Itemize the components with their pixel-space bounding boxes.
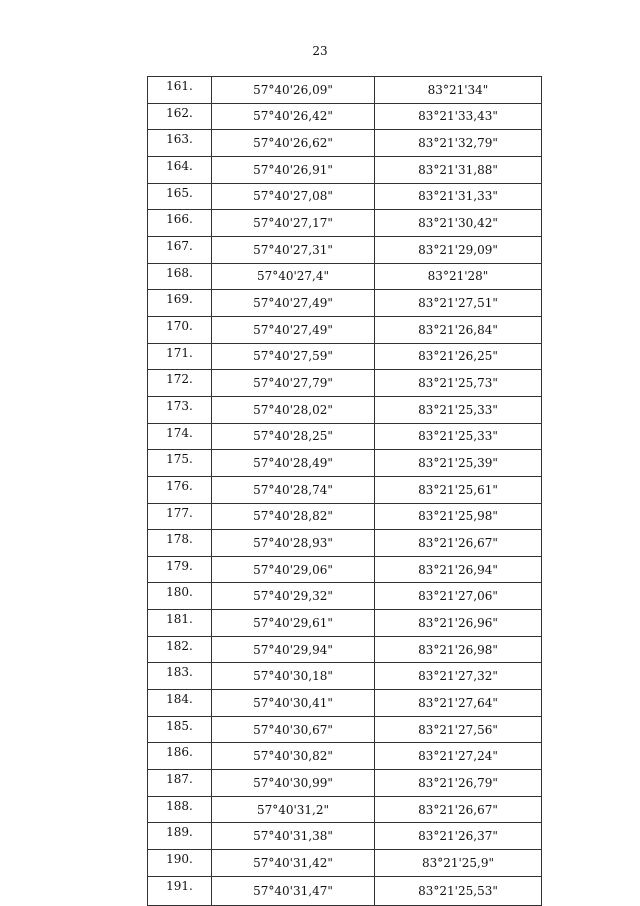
table-row xyxy=(148,743,542,770)
latitude-cell: 57°40'29,32" xyxy=(212,583,375,610)
table-row xyxy=(148,423,542,450)
point-number-cell: 187. xyxy=(148,770,212,797)
point-number-cell: 180. xyxy=(148,583,212,610)
longitude-cell: 83°21'25,9" xyxy=(375,850,542,877)
table-row xyxy=(148,316,542,343)
longitude-cell: 83°21'32,79" xyxy=(375,130,542,157)
table-row xyxy=(148,530,542,557)
longitude-cell: 83°21'30,42" xyxy=(375,210,542,237)
table-row xyxy=(148,690,542,717)
latitude-cell: 57°40'31,38" xyxy=(212,823,375,850)
point-number-cell: 176. xyxy=(148,476,212,503)
latitude-cell: 57°40'28,25" xyxy=(212,423,375,450)
latitude-cell: 57°40'27,79" xyxy=(212,370,375,397)
table-row xyxy=(148,450,542,477)
latitude-cell: 57°40'29,06" xyxy=(212,556,375,583)
point-number-cell: 186. xyxy=(148,743,212,770)
latitude-cell: 57°40'26,09" xyxy=(212,77,375,104)
longitude-cell: 83°21'29,09" xyxy=(375,236,542,263)
latitude-cell: 57°40'28,82" xyxy=(212,503,375,530)
point-number-cell: 163. xyxy=(148,130,212,157)
point-number-cell: 161. xyxy=(148,77,212,104)
longitude-cell: 83°21'26,79" xyxy=(375,770,542,797)
table-row xyxy=(148,103,542,130)
table-row xyxy=(148,823,542,850)
latitude-cell: 57°40'27,49" xyxy=(212,316,375,343)
latitude-cell: 57°40'29,94" xyxy=(212,636,375,663)
point-number-cell: 179. xyxy=(148,556,212,583)
longitude-cell: 83°21'26,84" xyxy=(375,316,542,343)
latitude-cell: 57°40'28,74" xyxy=(212,476,375,503)
table-row xyxy=(148,850,542,877)
table-row xyxy=(148,156,542,183)
point-number-cell: 168. xyxy=(148,263,212,290)
table-row xyxy=(148,130,542,157)
latitude-cell: 57°40'30,99" xyxy=(212,770,375,797)
longitude-cell: 83°21'31,33" xyxy=(375,183,542,210)
latitude-cell: 57°40'27,08" xyxy=(212,183,375,210)
point-number-cell: 162. xyxy=(148,103,212,130)
longitude-cell: 83°21'27,32" xyxy=(375,663,542,690)
longitude-cell: 83°21'31,88" xyxy=(375,156,542,183)
longitude-cell: 83°21'26,37" xyxy=(375,823,542,850)
latitude-cell: 57°40'28,49" xyxy=(212,450,375,477)
longitude-cell: 83°21'26,25" xyxy=(375,343,542,370)
table-row xyxy=(148,396,542,423)
coordinates-table-body xyxy=(148,77,542,906)
longitude-cell: 83°21'27,64" xyxy=(375,690,542,717)
point-number-cell: 188. xyxy=(148,796,212,823)
latitude-cell: 57°40'26,42" xyxy=(212,103,375,130)
latitude-cell: 57°40'30,18" xyxy=(212,663,375,690)
point-number-cell: 177. xyxy=(148,503,212,530)
point-number-cell: 185. xyxy=(148,716,212,743)
longitude-cell: 83°21'27,24" xyxy=(375,743,542,770)
point-number-cell: 174. xyxy=(148,423,212,450)
point-number-cell: 189. xyxy=(148,823,212,850)
latitude-cell: 57°40'28,93" xyxy=(212,530,375,557)
table-row xyxy=(148,210,542,237)
latitude-cell: 57°40'31,42" xyxy=(212,850,375,877)
point-number-cell: 175. xyxy=(148,450,212,477)
latitude-cell: 57°40'30,67" xyxy=(212,716,375,743)
table-row xyxy=(148,770,542,797)
point-number-cell: 183. xyxy=(148,663,212,690)
table-row xyxy=(148,796,542,823)
longitude-cell: 83°21'33,43" xyxy=(375,103,542,130)
longitude-cell: 83°21'28" xyxy=(375,263,542,290)
table-row xyxy=(148,370,542,397)
latitude-cell: 57°40'31,47" xyxy=(212,876,375,905)
longitude-cell: 83°21'25,73" xyxy=(375,370,542,397)
latitude-cell: 57°40'26,91" xyxy=(212,156,375,183)
longitude-cell: 83°21'26,98" xyxy=(375,636,542,663)
longitude-cell: 83°21'27,06" xyxy=(375,583,542,610)
table-row xyxy=(148,290,542,317)
point-number-cell: 178. xyxy=(148,530,212,557)
latitude-cell: 57°40'30,82" xyxy=(212,743,375,770)
table-row xyxy=(148,236,542,263)
point-number-cell: 165. xyxy=(148,183,212,210)
longitude-cell: 83°21'25,39" xyxy=(375,450,542,477)
longitude-cell: 83°21'25,61" xyxy=(375,476,542,503)
table-row xyxy=(148,716,542,743)
table-row xyxy=(148,183,542,210)
point-number-cell: 171. xyxy=(148,343,212,370)
table-row xyxy=(148,663,542,690)
point-number-cell: 169. xyxy=(148,290,212,317)
longitude-cell: 83°21'25,33" xyxy=(375,396,542,423)
longitude-cell: 83°21'27,56" xyxy=(375,716,542,743)
longitude-cell: 83°21'34" xyxy=(375,77,542,104)
point-number-cell: 191. xyxy=(148,876,212,905)
latitude-cell: 57°40'29,61" xyxy=(212,610,375,637)
longitude-cell: 83°21'26,67" xyxy=(375,796,542,823)
longitude-cell: 83°21'25,98" xyxy=(375,503,542,530)
point-number-cell: 172. xyxy=(148,370,212,397)
table-row xyxy=(148,583,542,610)
longitude-cell: 83°21'27,51" xyxy=(375,290,542,317)
page-number: 23 xyxy=(312,44,328,58)
point-number-cell: 167. xyxy=(148,236,212,263)
point-number-cell: 173. xyxy=(148,396,212,423)
latitude-cell: 57°40'27,31" xyxy=(212,236,375,263)
latitude-cell: 57°40'31,2" xyxy=(212,796,375,823)
longitude-cell: 83°21'25,33" xyxy=(375,423,542,450)
point-number-cell: 182. xyxy=(148,636,212,663)
table-row xyxy=(148,503,542,530)
latitude-cell: 57°40'30,41" xyxy=(212,690,375,717)
point-number-cell: 184. xyxy=(148,690,212,717)
table-row xyxy=(148,610,542,637)
longitude-cell: 83°21'26,94" xyxy=(375,556,542,583)
longitude-cell: 83°21'26,67" xyxy=(375,530,542,557)
point-number-cell: 170. xyxy=(148,316,212,343)
table-row xyxy=(148,77,542,104)
latitude-cell: 57°40'27,4" xyxy=(212,263,375,290)
latitude-cell: 57°40'26,62" xyxy=(212,130,375,157)
latitude-cell: 57°40'27,49" xyxy=(212,290,375,317)
point-number-cell: 166. xyxy=(148,210,212,237)
longitude-cell: 83°21'26,96" xyxy=(375,610,542,637)
point-number-cell: 181. xyxy=(148,610,212,637)
point-number-cell: 190. xyxy=(148,850,212,877)
table-row xyxy=(148,263,542,290)
latitude-cell: 57°40'27,59" xyxy=(212,343,375,370)
longitude-cell: 83°21'25,53" xyxy=(375,876,542,905)
table-row xyxy=(148,476,542,503)
table-row xyxy=(148,556,542,583)
coordinates-table xyxy=(147,76,542,906)
table-row xyxy=(148,876,542,905)
point-number-cell: 164. xyxy=(148,156,212,183)
latitude-cell: 57°40'27,17" xyxy=(212,210,375,237)
table-row xyxy=(148,636,542,663)
latitude-cell: 57°40'28,02" xyxy=(212,396,375,423)
table-row xyxy=(148,343,542,370)
